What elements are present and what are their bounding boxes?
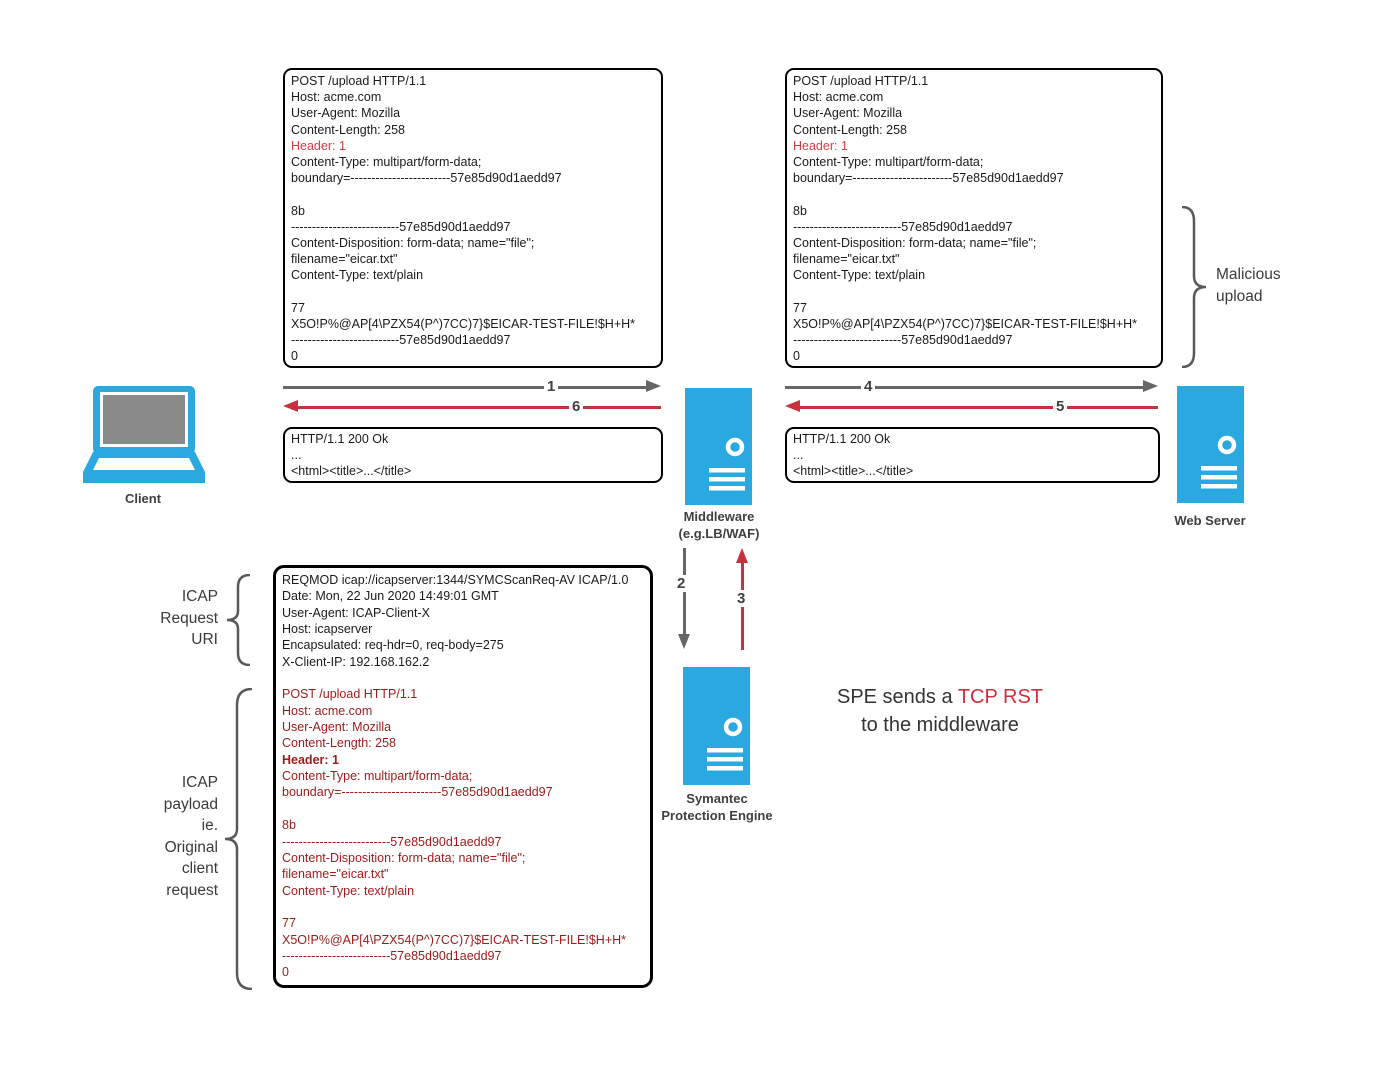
arrow-2-head-icon: [678, 634, 690, 649]
arrow-1-line: [283, 386, 648, 389]
http-response-box-client: HTTP/1.1 200 Ok ... <html><title>...</title>: [283, 427, 663, 483]
spe-note-line2: to the middleware: [861, 714, 1019, 736]
arrow-3-head-icon: [736, 548, 748, 563]
malicious-upload-brace-icon: [1180, 206, 1208, 368]
icap-request-uri-label: ICAP Request URI: [160, 588, 218, 648]
arrow-6-line: [297, 406, 661, 409]
arrow-5-head-icon: [785, 400, 800, 412]
arrow-4-line: [785, 386, 1145, 389]
spe-label-line1: Symantec: [686, 791, 748, 806]
web-server-label: Web Server: [1174, 513, 1246, 528]
client-label: Client: [124, 491, 162, 506]
spe-label-line2: Protection Engine: [661, 808, 773, 823]
arrow-6-head-icon: [283, 400, 298, 412]
web-server-icon: [1177, 386, 1244, 503]
arrow-4-head-icon: [1143, 380, 1158, 392]
flow-number-6: 6: [569, 398, 583, 415]
client-laptop-icon: [83, 386, 205, 485]
malicious-upload-label: Malicious upload: [1216, 266, 1281, 305]
flow-number-3: 3: [734, 590, 748, 607]
spe-label: [637, 790, 797, 824]
http-request-box-client: POST /upload HTTP/1.1 Host: acme.com User-Agent: Mozilla Content-Length: 258 Header: 1 Content-Type: multipart/form-data; boundary=------------------------57e85d90d1aedd97 8b --------------------------57e85d90d1aedd97 Content-Disposition: form-data; name="file"; filename="eicar.txt" Content-Type: text/plain 77 X5O!P%@AP[4\PZX54(P^)7CC)7}$EICAR-TEST-FILE!$H+H* --------------------------57e85d90d1aedd97 0: [283, 68, 663, 368]
arrow-1-head-icon: [646, 380, 661, 392]
spe-note: [795, 683, 1085, 739]
http-response-box-webserver: HTTP/1.1 200 Ok ... <html><title>...</title>: [785, 427, 1160, 483]
flow-number-1: 1: [544, 378, 558, 395]
icap-request-box: REQMOD icap://icapserver:1344/SYMCScanReq-AV ICAP/1.0 Date: Mon, 22 Jun 2020 14:49:01 GMT User-Agent: ICAP-Client-X Host: icapserver Encapsulated: req-hdr=0, req-body=275 X-Client-IP: 192.168.162.2 POST /upload HTTP/1.1 Host: acme.com User-Agent: Mozilla Content-Length: 258 Header: 1 Content-Type: multipart/form-data; boundary=------------------------57e85d90d1aedd97 8b --------------------------57e85d90d1aedd97 Content-Disposition: form-data; name="file"; filename="eicar.txt" Content-Type: text/plain 77 X5O!P%@AP[4\PZX54(P^)7CC)7}$EICAR-TEST-FILE!$H+H* --------------------------57e85d90d1aedd97 0: [273, 565, 653, 988]
flow-number-4: 4: [861, 378, 875, 395]
flow-number-2: 2: [674, 575, 688, 592]
icap-payload-label: ICAP payload ie. Original client request: [163, 774, 218, 899]
spe-server-icon: [683, 667, 750, 785]
icap-request-uri-brace-icon: [224, 574, 252, 666]
http-request-box-webserver: POST /upload HTTP/1.1 Host: acme.com User-Agent: Mozilla Content-Length: 258 Header: 1 Content-Type: multipart/form-data; boundary=------------------------57e85d90d1aedd97 8b --------------------------57e85d90d1aedd97 Content-Disposition: form-data; name="file"; filename="eicar.txt" Content-Type: text/plain 77 X5O!P%@AP[4\PZX54(P^)7CC)7}$EICAR-TEST-FILE!$H+H* --------------------------57e85d90d1aedd97 0: [785, 68, 1163, 368]
middleware-label: [649, 508, 789, 542]
icap-payload-brace-icon: [222, 688, 254, 990]
spe-note-line1: SPE sends a TCP RST: [836, 686, 1044, 708]
middleware-label-line1: Middleware: [683, 509, 755, 524]
arrow-5-line: [799, 406, 1158, 409]
tcp-rst-text: TCP RST: [957, 686, 1044, 708]
middleware-server-icon: [685, 388, 752, 505]
arrow-2-line: [683, 548, 686, 636]
middleware-label-line2: (e.g.LB/WAF): [678, 526, 760, 541]
flow-number-5: 5: [1053, 398, 1067, 415]
